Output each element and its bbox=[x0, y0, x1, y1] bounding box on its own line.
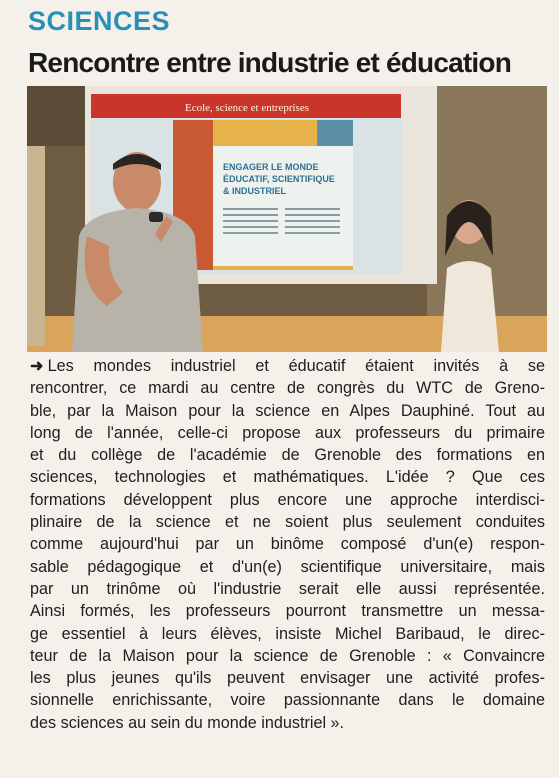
section-label: SCIENCES bbox=[28, 6, 171, 36]
body-line: ➜ Les mondes industriel et éducatif étaient invités à se bbox=[30, 357, 545, 375]
body-line: les plus jeunes qu'ils peuvent envisager une activité profes- bbox=[30, 669, 545, 688]
body-line: sable pédagogique et d'un(e) scientifique universitaire, mais bbox=[30, 557, 545, 576]
body-line: sciences, technologies et mathématiques. L'idée ? Que ces bbox=[30, 468, 545, 487]
slide-heading-3: & INDUSTRIEL bbox=[223, 186, 286, 196]
body-line: ge essentiel à leurs élèves, insiste Michel Baribaud, le direc- bbox=[30, 624, 545, 643]
body-line: et du collège de l'académie de Grenoble des formations en bbox=[30, 446, 545, 465]
article-photo bbox=[27, 86, 547, 352]
body-line: par un trinôme où l'industrie serait elle aussi représentée. bbox=[30, 579, 545, 598]
slide-heading-1: ENGAGER LE MONDE bbox=[223, 162, 319, 172]
body-line: teur de la Maison pour la science de Grenoble : « Convaincre bbox=[30, 646, 545, 665]
body-line: Ainsi formés, les professeurs pourront transmettre un messa- bbox=[30, 602, 545, 621]
body-line: ble, par la Maison pour la science en Alpes Dauphiné. Tout au bbox=[30, 401, 545, 420]
photo-illustration bbox=[27, 86, 547, 352]
slide-banner-text: Ecole, science et entreprises bbox=[185, 102, 309, 114]
body-line: plinaire de la science et ne soient plus seulement conduites bbox=[30, 513, 545, 532]
body-line: formations développent plus encore une approche interdisci- bbox=[30, 490, 545, 509]
body-line: sionnelle enrichissante, voire passionnante dans le domaine bbox=[30, 691, 545, 710]
body-line: des sciences au sein du monde industriel ». bbox=[30, 713, 345, 732]
article-body bbox=[30, 355, 545, 734]
article-headline: Rencontre entre industrie et éducation bbox=[28, 47, 512, 78]
body-line: comme aujourd'hui par un binôme composé d'un(e) respon- bbox=[30, 535, 545, 554]
body-line: rencontrer, ce mardi au centre de congrès du WTC de Greno- bbox=[30, 379, 545, 398]
body-line: long de l'année, celle-ci propose aux professeurs du primaire bbox=[30, 423, 545, 442]
attendee-figure bbox=[441, 200, 499, 352]
slide-heading-2: ÉDUCATIF, SCIENTIFIQUE bbox=[223, 174, 335, 184]
right-arrow-icon: ➜ bbox=[30, 357, 44, 375]
